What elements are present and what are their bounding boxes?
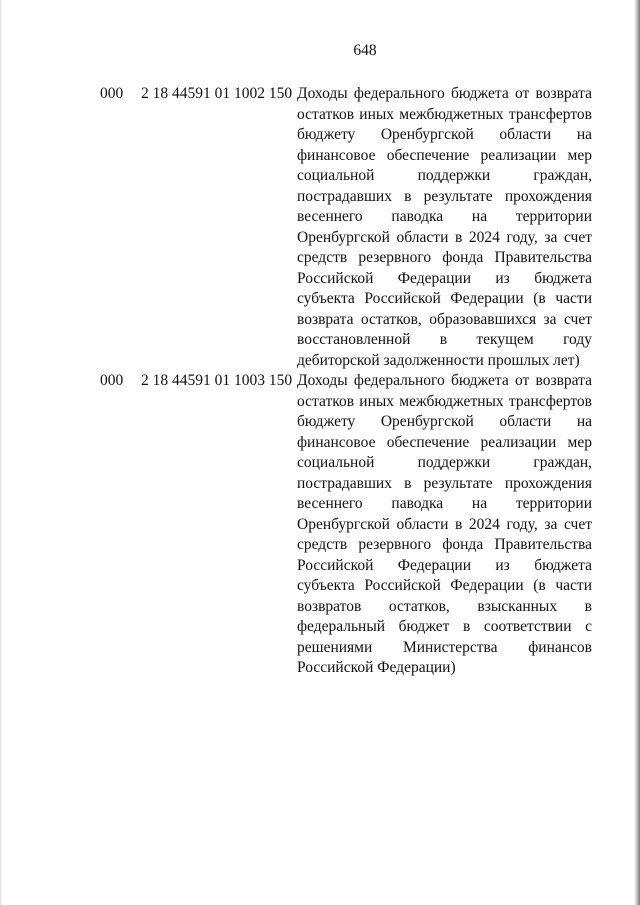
page-right-edge-shadow xyxy=(634,0,640,905)
budget-classification-code: 2 18 44591 01 1002 150 xyxy=(141,85,293,102)
administrator-code: 000 xyxy=(100,372,124,389)
administrator-code: 000 xyxy=(100,85,124,102)
page-number: 648 xyxy=(353,42,377,59)
page-left-edge xyxy=(0,0,3,905)
income-description: Доходы федерального бюджета от возврата остатков иных межбюджетных трансфертов бюджету Оренбургской области на финансовое обеспечение реализации мер социальной поддержки граждан, пострадавших в результате прохождения весеннего паводка на территории Оренбургской области в 2024 году, за счет средств резервного фонда Правительства Российской Федерации из бюджета субъекта Российской Федерации (в части возвратов остатков, взысканных в федеральный бюджет в соответствии с решениями Министерства финансов Российской Федерации) xyxy=(297,372,592,676)
budget-classification-code: 2 18 44591 01 1003 150 xyxy=(141,372,293,389)
income-description: Доходы федерального бюджета от возврата остатков иных межбюджетных трансфертов бюджету Оренбургской области на финансовое обеспечение реализации мер социальной поддержки граждан, пострадавших в результате прохождения весеннего паводка на территории Оренбургской области в 2024 году, за счет средств резервного фонда Правительства Российской Федерации из бюджета субъекта Российской Федерации (в части возврата остатков, образовавшихся за счет восстановленной в текущем году дебиторской задолженности прошлых лет) xyxy=(297,85,592,369)
